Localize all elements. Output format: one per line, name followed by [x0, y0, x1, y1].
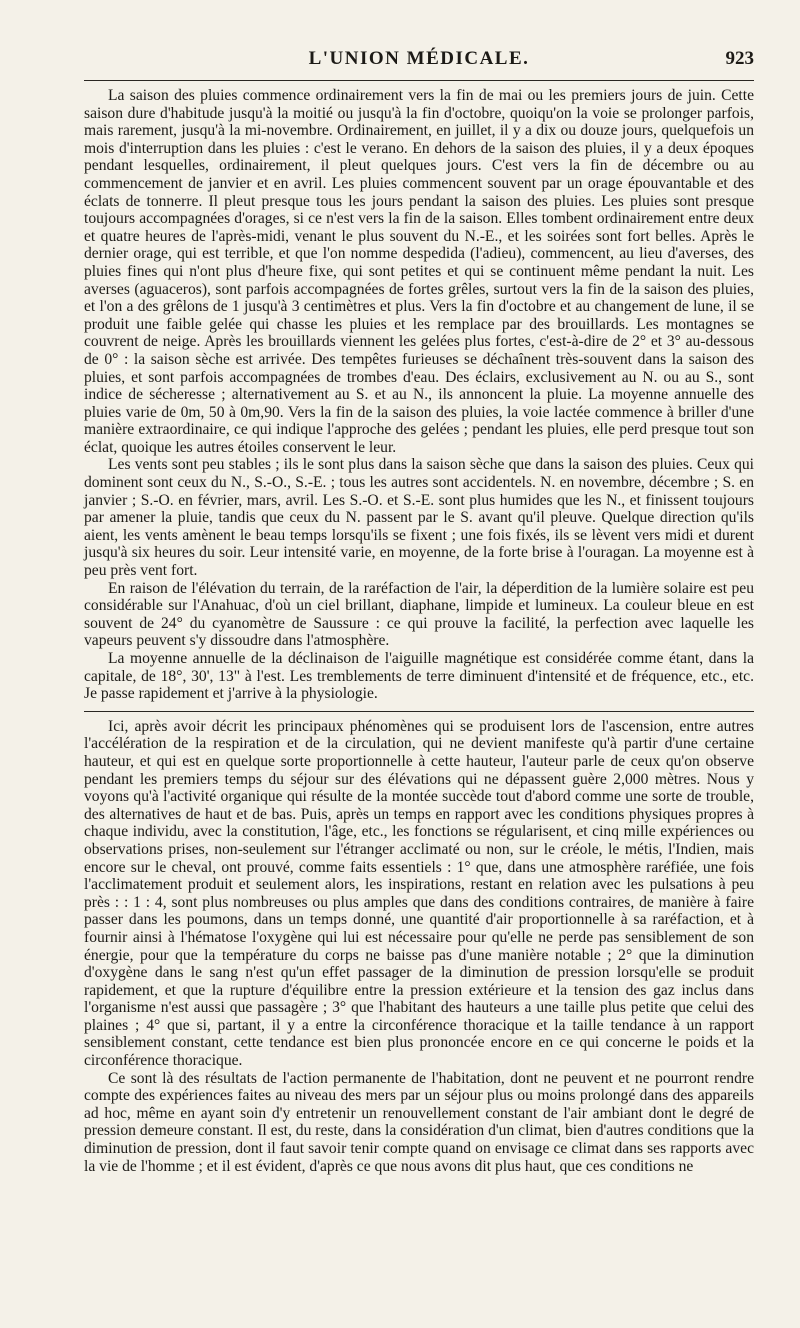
paragraph-magnetic: La moyenne annuelle de la déclinaison de l'aiguille magnétique est considérée comme étant, dans la capitale, de 18°, 30', 13" à l'est. Les tremblements de terre diminuent d'intensité et de fréquence, etc., etc. Je passe rapidement et j'arrive à la physiologie.: [84, 650, 754, 703]
article-body: [84, 87, 754, 1175]
running-header: [84, 44, 754, 81]
paragraph-physiology: Ici, après avoir décrit les principaux phénomènes qui se produisent lors de l'ascension, entre autres l'accélération de la respiration et de la circulation, qui ne devient manifeste qu'à partir d'une certaine hauteur, et qui est en quelque sorte proportionnelle à cette hauteur, l'auteur parle de ceux qu'on observe pendant les premiers temps du séjour sur des élévations qui ne dépassent guère 2,000 mètres. Nous y voyons qu'à l'activité organique qui résulte de la montée succède tout d'abord comme une sorte de trouble, des alternatives de haut et de bas. Puis, après un temps en rapport avec les conditions physiques propres à chaque individu, avec la constitution, l'âge, etc., les fonctions se régularisent, et cinq mille expériences ou observations prises, non-seulement sur l'étranger acclimaté ou non, sur le créole, le métis, l'Indien, mais encore sur le cheval, ont prouvé, comme faits essentiels : 1° que, dans une atmosphère raréfiée, une fois l'acclimatement produit et seulement alors, les inspirations, restant en relation avec les pulsations à peu près : : 1 : 4, sont plus nombreuses ou plus amples que dans des conditions contraires, de manière à faire passer dans les poumons, dans un temps donné, une quantité d'air proportionnelle à sa raréfaction, et à fournir ainsi à l'hématose l'oxygène qui lui est nécessaire pour qu'elle ne perde pas sensiblement de son énergie, pour que la température du corps ne baisse pas d'une manière notable ; 2° que la diminution d'oxygène dans le sang n'est qu'un effet passager de la diminution de pression lorsqu'elle se produit rapidement, et que la rupture d'équilibre entre la pression extérieure et la tension des gaz inclus dans l'organisme n'est aussi que passagère ; 3° que l'habitant des hauteurs a une taille plus petite que celui des plaines ; 4° que si, partant, il y a entre la circonférence thoracique et la taille tendance à un rapport sensiblement constant, cette tendance est bien plus prononcée encore en ce qui concerne le poids et la circonférence thoracique.: [84, 717, 754, 1070]
section-divider: [84, 711, 754, 712]
paragraph-rain-season: La saison des pluies commence ordinairement vers la fin de mai ou les premiers jours de juin. Cette saison dure d'habitude jusqu'à la moitié ou jusqu'à la fin d'octobre, quoiqu'on la voie se prolonger parfois, mais rarement, jusqu'à la mi-novembre. Ordinairement, en juillet, il y a dix ou douze jours, quelquefois un mois d'interruption dans les pluies : c'est le verano. En dehors de la saison des pluies, il y a deux époques pendant lesquelles, ordinairement, il pleut quelques jours. C'est vers la fin de décembre ou au commencement de janvier et en avril. Les pluies commencent souvent par un orage épouvantable et des éclats de tonnerre. Il pleut presque tous les jours pendant la saison des pluies. Les pluies sont presque toujours accompagnées d'orages, si ce n'est vers la fin de la saison. Elles tombent ordinairement entre deux et quatre heures de l'après-midi, venant le plus souvent du N.-E., et les soirées sont fort belles. Après le dernier orage, qui est terrible, et que l'on nomme despedida (l'adieu), commencent, au lieu d'averses, des pluies fines qui n'ont plus d'heure fixe, qui sont petites et qui se continuent même pendant la nuit. Les averses (aguaceros), sont parfois accompagnées de fortes grêles, surtout vers la fin de la saison des pluies, et l'on a des grêlons de 1 jusqu'à 3 centimètres et plus. Vers la fin d'octobre et au changement de lune, il se produit une faible gelée qui chasse les pluies et les remplace par des brouillards. Les montagnes se couvrent de neige. Après les brouillards viennent les gelées plus fortes, c'est-à-dire de 2° et 3° au-dessous de 0° : la saison sèche est arrivée. Des tempêtes furieuses se déchaînent très-souvent dans la saison des pluies, et sont parfois accompagnées de trombes d'eau. Des éclairs, exclusivement au N. ou au S., sont indice de sécheresse ; alternativement au S. et au N., ils annoncent la pluie. La moyenne annuelle des pluies varie de 0m, 50 à 0m,90. Vers la fin de la saison des pluies, la voie lactée commence à briller d'une manière extraordinaire, ce qui indique l'approche des gelées ; pendant les pluies, elle perd presque tout son éclat, quoique les autres étoiles conservent le leur.: [84, 87, 754, 456]
page-number: 923: [725, 48, 754, 69]
paragraph-winds: Les vents sont peu stables ; ils le sont plus dans la saison sèche que dans la saison des pluies. Ceux qui dominent sont ceux du N., S.-O., S.-E. ; tous les autres sont accidentels. N. en novembre, décembre ; S. en janvier ; S.-O. en février, mars, avril. Les S.-O. et S.-E. sont plus humides que les N., et finissent toujours par amener la pluie, tandis que ceux du N. passent par le S. avant qu'il pleuve. Quelque direction qu'ils aient, les vents amènent le beau temps lorsqu'ils se fixent ; une fois fixés, ils se lèvent vers midi et durent jusqu'à six heures du soir. Leur intensité varie, en moyenne, de la forte brise à l'ouragan. La moyenne est à peu près vent fort.: [84, 456, 754, 580]
journal-title: L'UNION MÉDICALE.: [308, 48, 530, 69]
paragraph-light: En raison de l'élévation du terrain, de la raréfaction de l'air, la déperdition de la lumière solaire est peu considérable sur l'Anahuac, d'où un ciel brillant, diaphane, limpide et lumineux. La couleur bleue en est souvent de 24° du cyanomètre de Saussure : ce qui prouve la facilité, la perfection avec laquelle les vapeurs peuvent s'y dissoudre dans l'atmosphère.: [84, 579, 754, 650]
climate-section: [84, 87, 754, 703]
paragraph-results: Ce sont là des résultats de l'action permanente de l'habitation, dont ne peuvent et ne pourront rendre compte des expériences faites au niveau des mers par un séjour plus ou moins prolongé dans des appareils ad hoc, même en ayant soin d'y entretenir un renouvellement constant de l'air ambiant dont le degré de pression demeure constant. Il est, du reste, dans la considération d'un climat, bien d'autres conditions que la diminution de pression, dont il faut savoir tenir compte quand on envisage ce climat dans ses rapports avec la vie de l'homme ; et il est évident, d'après ce que nous avons dit plus haut, que ces conditions ne: [84, 1069, 754, 1175]
physiology-section: [84, 718, 754, 1175]
